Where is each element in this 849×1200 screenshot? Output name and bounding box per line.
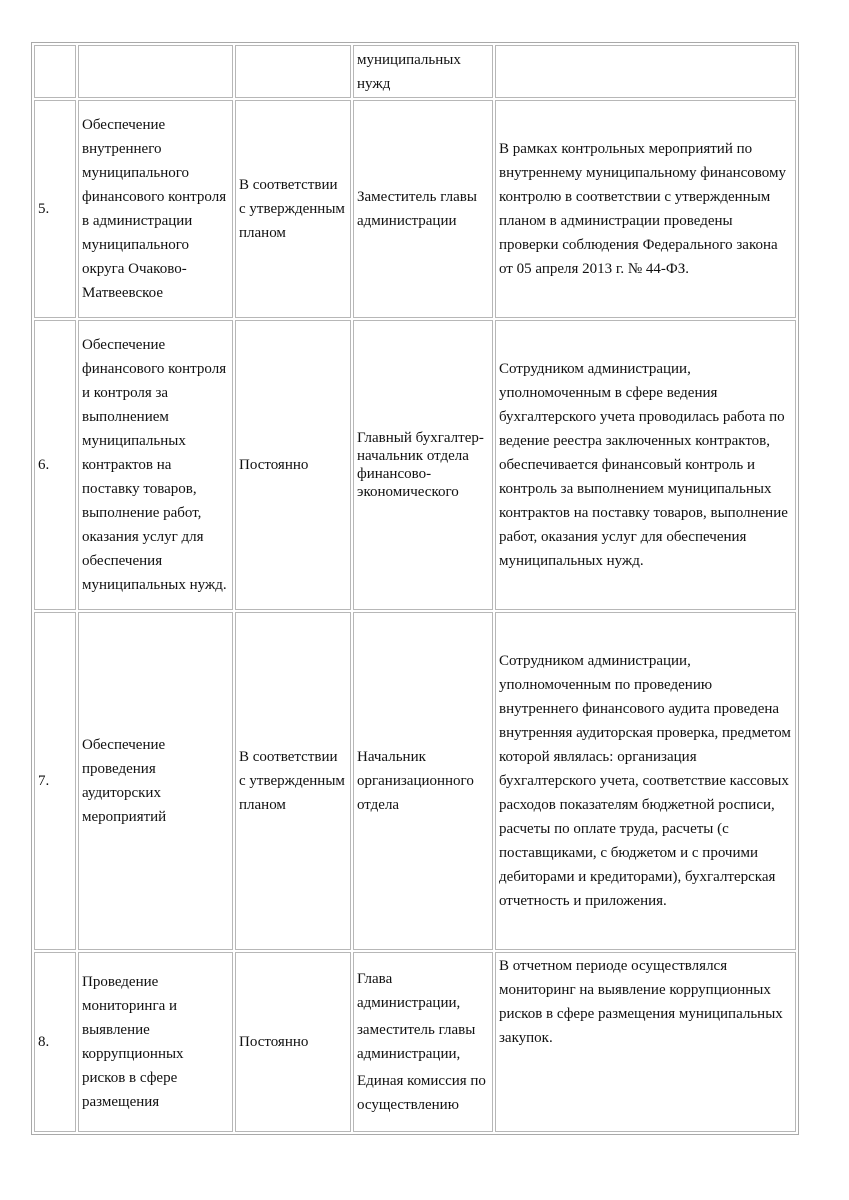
row-number-cell: 6. [34,320,76,610]
responsible-cell [353,612,493,950]
table-row [34,320,796,610]
row-number-cell: 8. [34,952,76,1132]
table-row [34,100,796,318]
table-row [34,45,796,98]
measures-table [31,42,799,1135]
term-cell [235,45,351,98]
responsible-line: Начальник организационного отдела [357,749,474,813]
table-row [34,952,796,1132]
responsible-cell [353,320,493,610]
row-number-cell: 5. [34,100,76,318]
row-number-cell [34,45,76,98]
result-cell: В отчетном периоде осуществлялся мониторинг на выявление коррупционных рисков в сфере размещения муниципальных закупок. [495,952,796,1132]
responsible-cell [353,952,493,1132]
task-cell: Обеспечение финансового контроля и контроля за выполнением муниципальных контрактов на поставку товаров, выполнение работ, оказания услуг для обеспечения муниципальных нужд. [78,320,233,610]
table-row [34,612,796,950]
term-cell: В соответствии с утвержденным планом [235,612,351,950]
task-cell: Проведение мониторинга и выявление коррупционных рисков в сфере размещения [78,952,233,1132]
responsible-cell [353,100,493,318]
responsible-line: Глава администрации, [357,971,461,1011]
responsible-line: Заместитель главы администрации [357,189,477,229]
result-cell: Сотрудником администрации, уполномоченным по проведению внутреннего финансового аудита проведена внутренняя аудиторская проверка, предметом которой являлась: организация бухгалтерского учета, соответствие кассовых расходов показателям бюджетной росписи, расчеты по оплате труда, расчеты (с поставщиками, с бюджетом и с прочими дебиторами и кредиторами), бухгалтерская отчетность и приложения. [495,612,796,950]
term-cell: В соответствии с утвержденным планом [235,100,351,318]
row-number-cell: 7. [34,612,76,950]
responsible-cell [353,45,493,98]
task-cell: Обеспечение проведения аудиторских мероприятий [78,612,233,950]
responsible-line: Главный бухгалтер-начальник отдела финансово-экономического [357,430,484,500]
result-cell: В рамках контрольных мероприятий по внутреннему муниципальному финансовому контролю в соответствии с утвержденным планом в администрации проведены проверки соблюдения Федерального закона от 05 апреля 2013 г. № 44-ФЗ. [495,100,796,318]
task-cell [78,45,233,98]
responsible-line: Единая комиссия по осуществлению [357,1073,486,1113]
result-cell [495,45,796,98]
result-cell: Сотрудником администрации, уполномоченным в сфере ведения бухгалтерского учета проводилась работа по ведение реестра заключенных контрактов, обеспечивается финансовый контроль и контроль за выполнением муниципальных контрактов на поставку товаров, выполнение работ, оказания услуг для обеспечения муниципальных нужд. [495,320,796,610]
task-cell: Обеспечение внутреннего муниципального финансового контроля в администрации муниципального округа Очаково-Матвеевское [78,100,233,318]
responsible-line: муниципальных нужд [357,51,461,92]
term-cell: Постоянно [235,952,351,1132]
responsible-line: заместитель главы администрации, [357,1022,476,1062]
term-cell: Постоянно [235,320,351,610]
